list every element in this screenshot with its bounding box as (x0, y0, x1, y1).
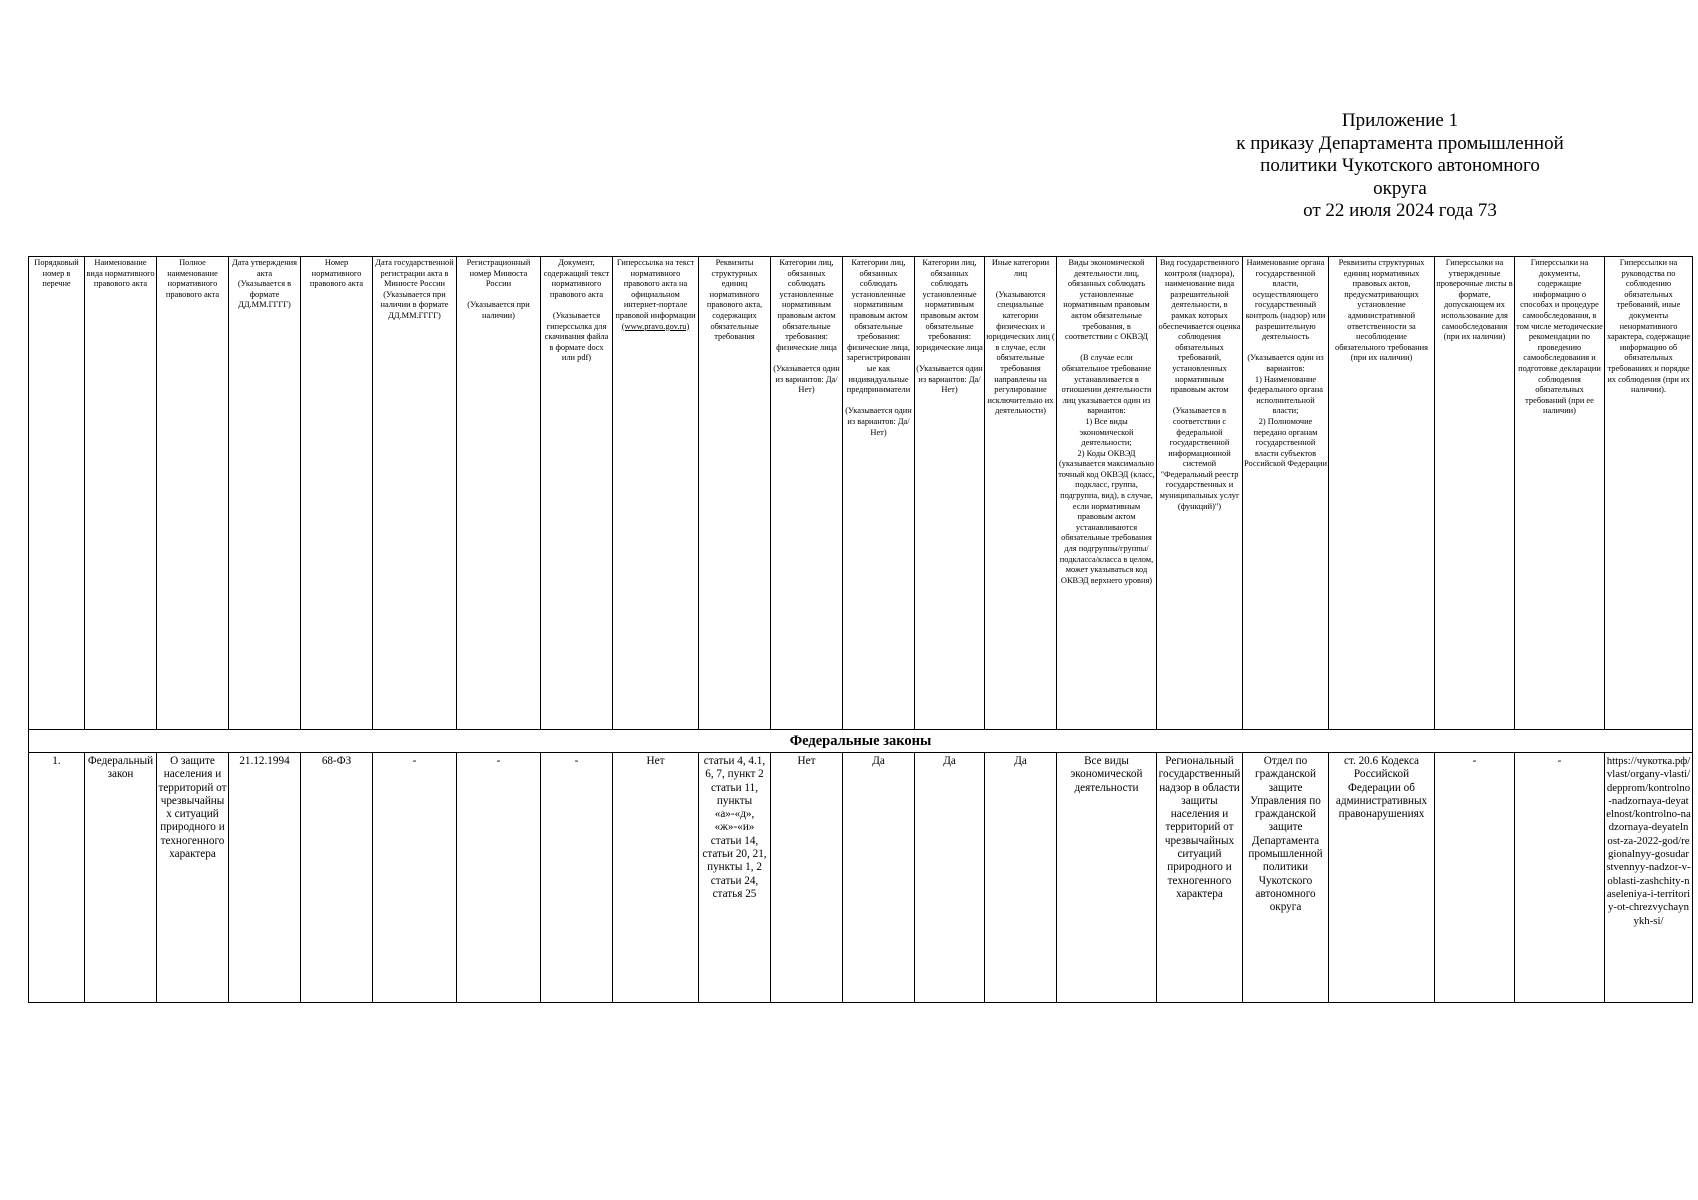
col-header-control-type: Вид государственного контроля (надзора), наименование вида разрешительной деятельности, в рамках которых обеспечивается оценка соблюдения обязательных требований, установленных нормативным правовым актом (Указывается в соответствии с федеральной государственной информационной системой "Федеральный реестр государственных и муниципальных услуг (функций)") (1157, 257, 1243, 730)
col-header-registration-date: Дата государственной регистрации акта в Минюсте России (Указывается при наличии в формате ДД.ММ.ГГГГ) (373, 257, 457, 730)
cell-approval-date: 21.12.1994 (229, 753, 301, 1003)
col-header-other-categories: Иные категории лиц (Указываются специальные категории физических и юридических лиц ( в случае, если обязательные требования направлены на регулирование исключительно их деятельности) (985, 257, 1057, 730)
appendix-title: Приложение 1 (1341, 110, 1459, 131)
col-header-registration-number: Регистрационный номер Минюста России (Указывается при наличии) (457, 257, 541, 730)
cell-individuals: Нет (771, 753, 843, 1003)
col-header-structural-units: Реквизиты структурных единиц нормативного правового акта, содержащих обязательные требования (699, 257, 771, 730)
appendix-order-line: округа (1373, 177, 1427, 199)
section-row (29, 730, 1693, 753)
table-row (29, 753, 1693, 1003)
col-header-entrepreneurs: Категории лиц, обязанных соблюдать установленные нормативным правовым актом обязательные требования: физические лица, зарегистрированные как индивидуальные предприниматели (Указывается один из вариантов: Да/Нет) (843, 257, 915, 730)
cell-registration-date: - (373, 753, 457, 1003)
col-header-pravo-link: Гиперссылка на текст нормативного правового акта на официальном интернет-портале правовой информации (www.pravo.gov.ru) (613, 257, 699, 730)
col-header-checklists: Гиперссылки на утвержденные проверочные листы в формате, допускающем их использование для самообследования (при их наличии) (1435, 257, 1515, 730)
pravo-gov-link[interactable]: (www.pravo.gov.ru) (621, 321, 690, 331)
cell-checklists: - (1435, 753, 1515, 1003)
cell-number: 1. (29, 753, 85, 1003)
cell-self-assessment: - (1515, 753, 1605, 1003)
cell-document-link: - (541, 753, 613, 1003)
col-header-number: Порядковый номер в перечне (29, 257, 85, 730)
col-header-document-link: Документ, содержащий текст нормативного правового акта (Указывается гиперссылка для скачивания файла в формате docx или pdf) (541, 257, 613, 730)
col-header-act-title: Полное наименование нормативного правового акта (157, 257, 229, 730)
appendix-order-date: от 22 июля 2024 года 73 (1303, 200, 1497, 221)
cell-registration-number: - (457, 753, 541, 1003)
col-header-legal-entities: Категории лиц, обязанных соблюдать установленные нормативным правовым актом обязательные требования: юридические лица (Указывается один из вариантов: Да/Нет) (915, 257, 985, 730)
guidelines-link[interactable]: https://чукотка.рф/vlast/organy-vlasti/depprom/kontrolno-nadzornaya-deyatelnost/kontrolno-nadzornaya-deyatelnost-za-2022-god/regionalnyy-gosudarstvennyy-nadzor-v-oblasti-zashchity-naseleniya-i-territoriy-ot-chrezvychaynykh-si/ (1606, 755, 1691, 927)
col-header-act-number: Номер нормативного правового акта (301, 257, 373, 730)
cell-structural-units: статьи 4, 4.1, 6, 7, пункт 2 статьи 11, пункты «а»-«д», «ж»-«и» статьи 14, статьи 20, 21, пункты 1, 2 статьи 24, статья 25 (699, 753, 771, 1003)
cell-liability: ст. 20.6 Кодекса Российской Федерации об административных правонарушениях (1329, 753, 1435, 1003)
col-header-liability: Реквизиты структурных единиц нормативных правовых актов, предусматривающих установление административной ответственности за несоблюдение обязательного требования (при их наличии) (1329, 257, 1435, 730)
cell-act-type: Федеральный закон (85, 753, 157, 1003)
appendix-header (1120, 110, 1680, 223)
cell-authority: Отдел по гражданской защите Управления по гражданской защите Департамента промышленной политики Чукотского автономного округа (1243, 753, 1329, 1003)
cell-okved: Все виды экономической деятельности (1057, 753, 1157, 1003)
cell-act-title: О защите населения и территорий от чрезвычайных ситуаций природного и техногенного характера (157, 753, 229, 1003)
col-header-authority: Наименование органа государственной власти, осуществляющего государственный контроль (надзор) или разрешительную деятельность (Указывается один из вариантов: 1) Наименование федерального органа исполнительной власти; 2) Полномочие передано органам государственной власти субъектов Российской Федерации (1243, 257, 1329, 730)
appendix-order-line: к приказу Департамента промышленной (1236, 132, 1564, 154)
section-title: Федеральные законы (29, 730, 1693, 753)
col-header-okved: Виды экономической деятельности лиц, обязанных соблюдать установленные нормативным правовым актом обязательные требования, в соответствии с ОКВЭД (В случае если обязательное требование устанавливается в отношении деятельности лиц указывается один из вариантов: 1) Все виды экономической деятельности; 2) Коды ОКВЭД (указывается максимально точный код ОКВЭД (класс, подкласс, группа, подгруппа, вид), в случае, если нормативным правовым актом устанавливаются обязательные требования для подгруппы/группы/подкласса/класса в целом, может указываться код ОКВЭД верхнего уровня) (1057, 257, 1157, 730)
regulatory-acts-table (28, 256, 1693, 1003)
cell-guidelines (1605, 753, 1693, 1003)
col-header-approval-date: Дата утверждения акта (Указывается в формате ДД.ММ.ГГГГ) (229, 257, 301, 730)
col-header-guidelines: Гиперссылки на руководства по соблюдению обязательных требований, иные документы ненормативного характера, содержащие информацию об обязательных требованиях и порядке их соблюдения (при их наличии). (1605, 257, 1693, 730)
col-header-self-assessment: Гиперссылки на документы, содержащие информацию о способах и процедуре самообследования, в том числе методические рекомендации по проведению самообследования и подготовке декларации соблюдения обязательных требований (при ее наличии) (1515, 257, 1605, 730)
appendix-order-line: политики Чукотского автономного (1260, 155, 1540, 176)
col-header-individuals: Категории лиц, обязанных соблюдать установленные нормативным правовым актом обязательные требования: физические лица (Указывается один из вариантов: Да/Нет) (771, 257, 843, 730)
cell-act-number: 68-ФЗ (301, 753, 373, 1003)
cell-pravo-link: Нет (613, 753, 699, 1003)
cell-entrepreneurs: Да (843, 753, 915, 1003)
table-header-row (29, 257, 1693, 730)
col-header-act-type: Наименование вида нормативного правового акта (85, 257, 157, 730)
cell-other-categories: Да (985, 753, 1057, 1003)
cell-legal-entities: Да (915, 753, 985, 1003)
cell-control-type: Региональный государственный надзор в области защиты населения и территорий от чрезвычайных ситуаций природного и техногенного характера (1157, 753, 1243, 1003)
